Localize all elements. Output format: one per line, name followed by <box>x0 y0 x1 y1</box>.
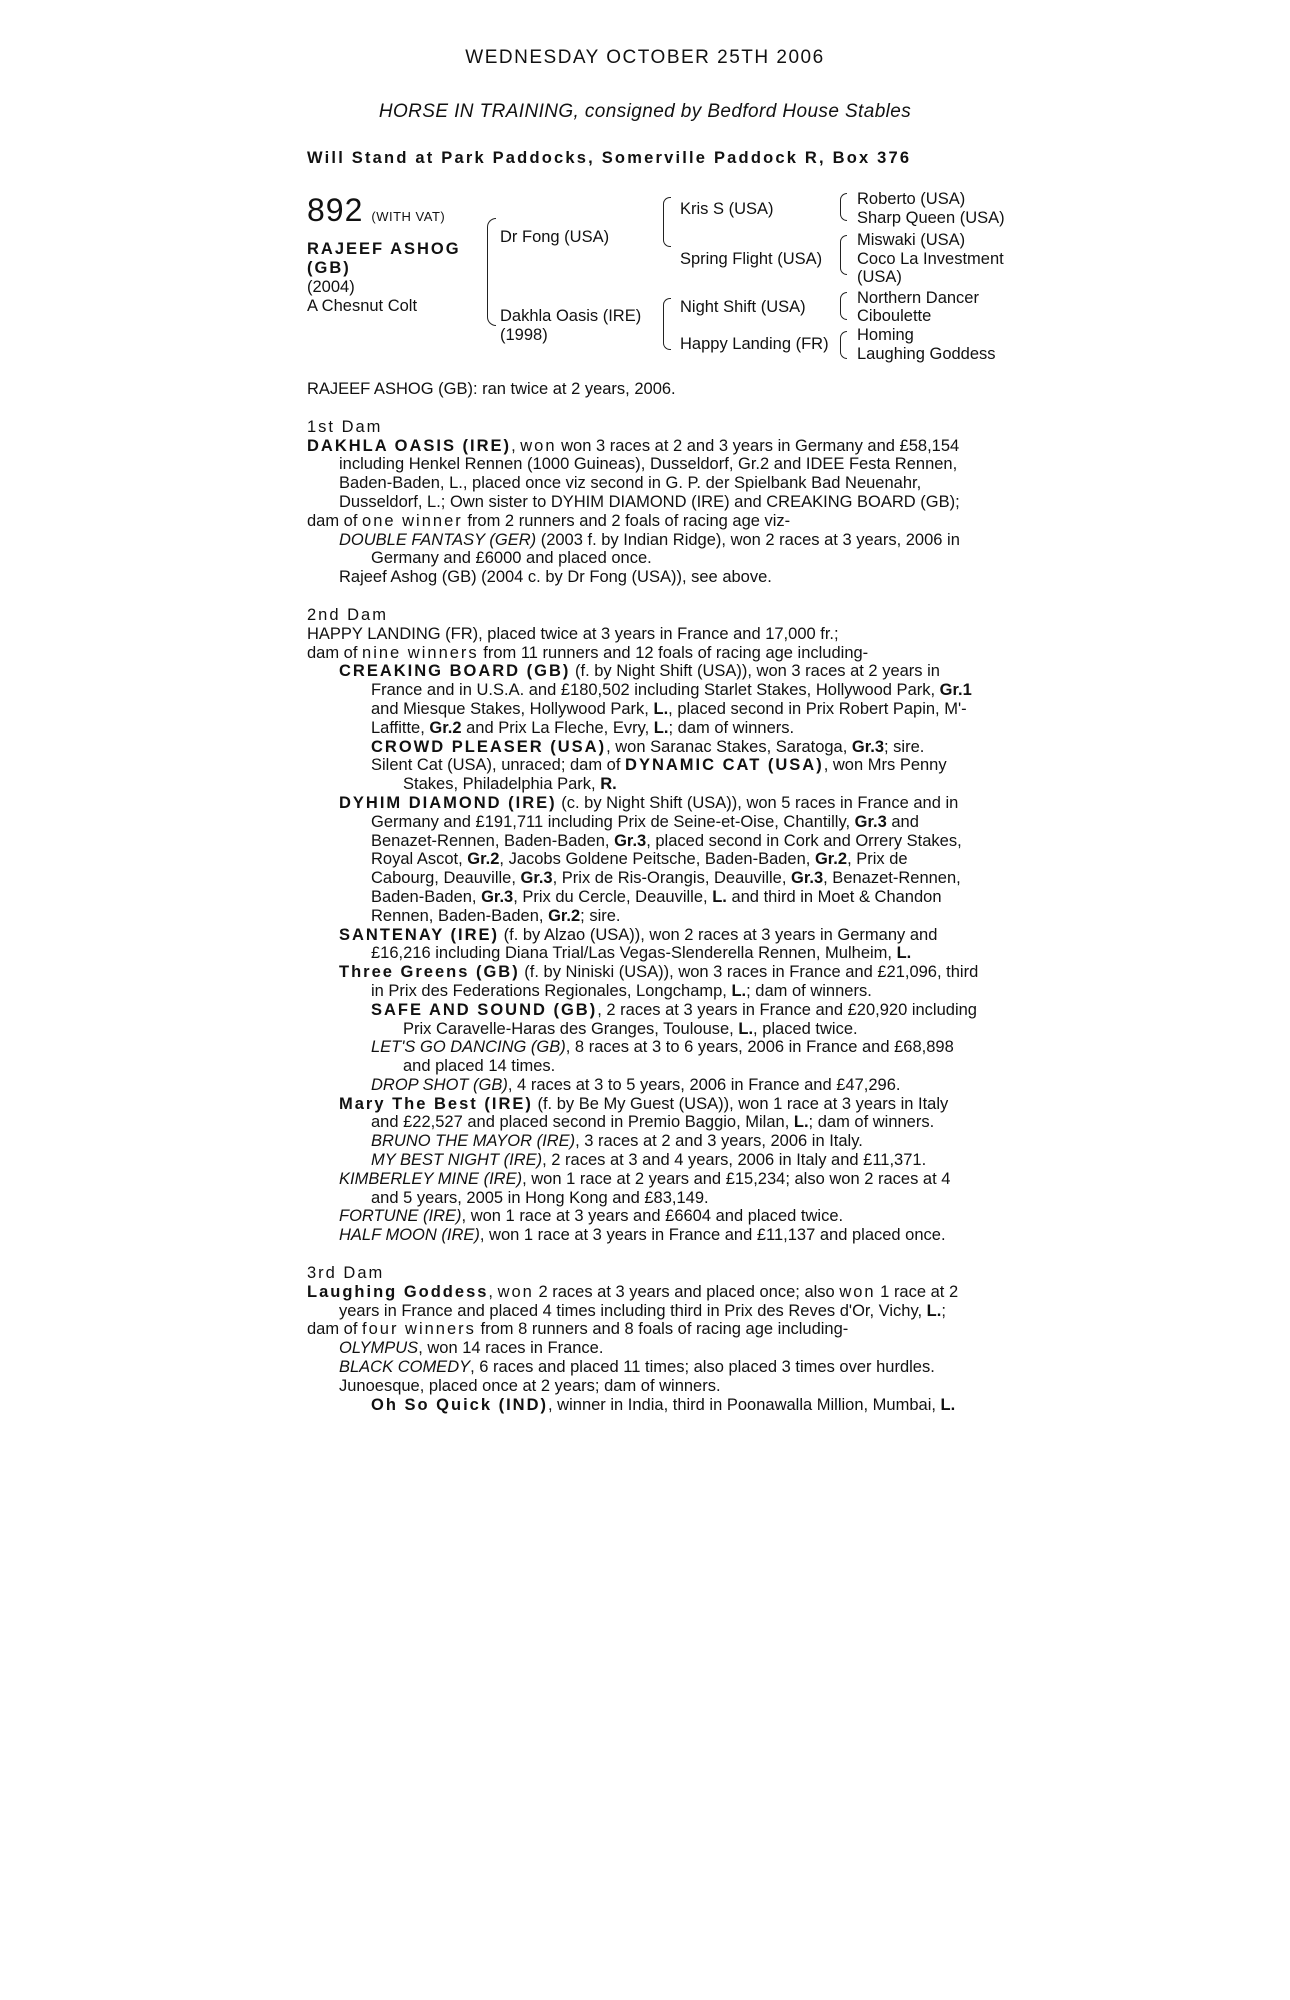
pedigree-dam-sire: Night Shift (USA) <box>680 298 806 316</box>
pedigree-g1: Roberto (USA) <box>857 190 966 208</box>
pedigree-g5: Northern Dancer <box>857 289 979 307</box>
produce-three-greens: Three Greens (GB) (f. by Niniski (USA)), won 3 races in France and £21,096, third in Prix des Federations Regionales, Longchamp, L.; dam of winners. <box>339 963 979 1000</box>
produce-creaking-board: CREAKING BOARD (GB) (f. by Night Shift (USA)), won 3 races at 2 years in France and in U.S.A. and £180,502 including Starlet Stakes, Hollywood Park, Gr.1 and Miesque Stakes, Hollywood Park, L., placed second in Prix Robert Papin, M'-Laffitte, Gr.2 and Prix La Fleche, Evry, L.; dam of winners. <box>339 662 972 737</box>
first-dam-entry: DAKHLA OASIS (IRE), won won 3 races at 2 and 3 years in Germany and £58,154 including Henkel Rennen (1000 Guineas), Dusseldorf, Gr.2 and IDEE Festa Rennen, Baden-Baden, L., placed once viz second in G. P. der Spielbank Bad Neuenahr, Dusseldorf, L.; Own sister to DYHIM DIAMOND (IRE) and CREAKING BOARD (GB); <box>307 436 960 511</box>
produce-my-best-night: MY BEST NIGHT (IRE), 2 races at 3 and 4 years, 2006 in Italy and £11,371. <box>371 1151 927 1170</box>
third-dam-produce: dam of four winners from 8 runners and 8 foals of racing age including- <box>307 1320 849 1339</box>
produce-safe-and-sound: SAFE AND SOUND (GB), 2 races at 3 years in France and £20,920 including Prix Caravelle-Haras des Granges, Toulouse, L., placed twice. <box>371 1000 977 1038</box>
pedigree-g3: Miswaki (USA) <box>857 231 966 249</box>
produce-lets-go-dancing: LET'S GO DANCING (GB), 8 races at 3 to 6 years, 2006 in France and £68,898 and placed 14 times. <box>371 1038 954 1076</box>
horse-country: (GB) <box>307 259 351 277</box>
pedigree-brace-g2 <box>840 235 847 275</box>
sale-date: WEDNESDAY OCTOBER 25TH 2006 <box>465 47 825 68</box>
horse-name: RAJEEF ASHOG <box>307 240 461 258</box>
produce-bruno-the-mayor: BRUNO THE MAYOR (IRE), 3 races at 2 and 3 years, 2006 in Italy. <box>371 1132 863 1151</box>
produce-mary-the-best: Mary The Best (IRE) (f. by Be My Guest (USA)), won 1 race at 3 years in Italy and £22,527 and placed second in Premio Baggio, Milan, L.; dam of winners. <box>339 1094 949 1132</box>
pedigree-brace-g3 <box>840 292 847 320</box>
pedigree-brace-g1 <box>840 193 847 221</box>
intro-line: RAJEEF ASHOG (GB): ran twice at 2 years, 2006. <box>307 380 676 398</box>
produce-half-moon: HALF MOON (IRE), won 1 race at 3 years in France and £11,137 and placed once. <box>339 1226 946 1245</box>
produce-oh-so-quick: Oh So Quick (IND), winner in India, third in Poonawalla Million, Mumbai, L. <box>371 1395 956 1414</box>
pedigree-brace-g4 <box>840 331 847 359</box>
pedigree-g2: Sharp Queen (USA) <box>857 209 1005 227</box>
horse-description: A Chesnut Colt <box>307 297 418 315</box>
horse-year: (2004) <box>307 278 355 296</box>
vat-note: (WITH VAT) <box>371 209 446 224</box>
produce-kimberley-mine: KIMBERLEY MINE (IRE), won 1 race at 2 years and £15,234; also won 2 races at 4 and 5 years, 2005 in Hong Kong and £83,149. <box>339 1169 951 1207</box>
produce-santenay: SANTENAY (IRE) (f. by Alzao (USA)), won 2 races at 3 years in Germany and £16,216 including Diana Trial/Las Vegas-Slenderella Rennen, Mulheim, L. <box>339 925 938 963</box>
third-dam-entry: Laughing Goddess, won 2 races at 3 years and placed once; also won 1 race at 2 years in France and placed 4 times including third in Prix des Reves d'Or, Vichy, L.; <box>307 1282 959 1320</box>
produce-junoesque: Junoesque, placed once at 2 years; dam of winners. <box>339 1376 721 1395</box>
pedigree-sire: Dr Fong (USA) <box>500 228 610 246</box>
pedigree-g8: Laughing Goddess <box>857 345 996 363</box>
pedigree-g4b: (USA) <box>857 268 902 286</box>
produce-fortune: FORTUNE (IRE), won 1 race at 3 years and £6604 and placed twice. <box>339 1207 844 1226</box>
pedigree-sire-dam: Spring Flight (USA) <box>680 250 823 268</box>
produce-silent-cat: Silent Cat (USA), unraced; dam of DYNAMIC CAT (USA), won Mrs Penny Stakes, Philadelphia Park, R. <box>371 756 947 794</box>
lot-header <box>307 192 445 229</box>
second-dam-entry: HAPPY LANDING (FR), placed twice at 3 years in France and 17,000 fr.; <box>307 624 839 643</box>
first-dam-heading: 1st Dam <box>307 417 383 436</box>
consignment-title: HORSE IN TRAINING, consigned by Bedford House Stables <box>378 101 912 122</box>
produce-crowd-pleaser: CROWD PLEASER (USA), won Saranac Stakes, Saratoga, Gr.3; sire. <box>371 737 925 756</box>
horse-identity <box>307 240 467 316</box>
stand-location: Will Stand at Park Paddocks, Somerville Paddock R, Box 376 <box>307 149 912 167</box>
pedigree-dam: Dakhla Oasis (IRE) <box>500 307 642 325</box>
second-dam-produce: dam of nine winners from 11 runners and 12 foals of racing age including- <box>307 643 869 662</box>
second-dam-heading: 2nd Dam <box>307 605 388 624</box>
produce-double-fantasy: DOUBLE FANTASY (GER) (2003 f. by Indian Ridge), won 2 races at 3 years, 2006 in Germany and £6000 and placed once. <box>339 530 960 568</box>
pedigree-dam-year: (1998) <box>500 326 548 344</box>
produce-black-comedy: BLACK COMEDY, 6 races and placed 11 times; also placed 3 times over hurdles. <box>339 1358 935 1377</box>
pedigree-brace-dam <box>663 298 671 350</box>
produce-dyhim-diamond: DYHIM DIAMOND (IRE) (c. by Night Shift (USA)), won 5 races in France and in Germany and £191,711 including Prix de Seine-et-Oise, Chantilly, Gr.3 and Benazet-Rennen, Baden-Baden, Gr.3, placed second in Cork and Orrery Stakes, Royal Ascot, Gr.2, Jacobs Goldene Peitsche, Baden-Baden, Gr.2, Prix de Cabourg, Deauville, Gr.3, Prix de Ris-Orangis, Deauville, Gr.3, Benazet-Rennen, Baden-Baden, Gr.3, Prix du Cercle, Deauville, L. and third in Moet & Chandon Rennen, Baden-Baden, Gr.2; sire. <box>339 793 962 925</box>
lot-number: 892 <box>307 192 364 228</box>
produce-drop-shot: DROP SHOT (GB), 4 races at 3 to 5 years, 2006 in France and £47,296. <box>371 1075 901 1094</box>
catalogue-body <box>307 380 979 1414</box>
pedigree-dam-dam: Happy Landing (FR) <box>680 335 829 353</box>
pedigree-sire-sire: Kris S (USA) <box>680 200 774 218</box>
third-dam-heading: 3rd Dam <box>307 1264 385 1283</box>
pedigree-brace-main <box>487 218 496 326</box>
produce-olympus: OLYMPUS, won 14 races in France. <box>339 1339 604 1358</box>
pedigree-brace-sire <box>663 197 671 247</box>
pedigree-g4a: Coco La Investment <box>857 250 1004 268</box>
produce-rajeef-ashog: Rajeef Ashog (GB) (2004 c. by Dr Fong (USA)), see above. <box>339 568 772 587</box>
pedigree-g7: Homing <box>857 326 914 344</box>
first-dam-produce: dam of one winner from 2 runners and 2 foals of racing age viz- <box>307 511 791 530</box>
pedigree-g6: Ciboulette <box>857 307 932 325</box>
